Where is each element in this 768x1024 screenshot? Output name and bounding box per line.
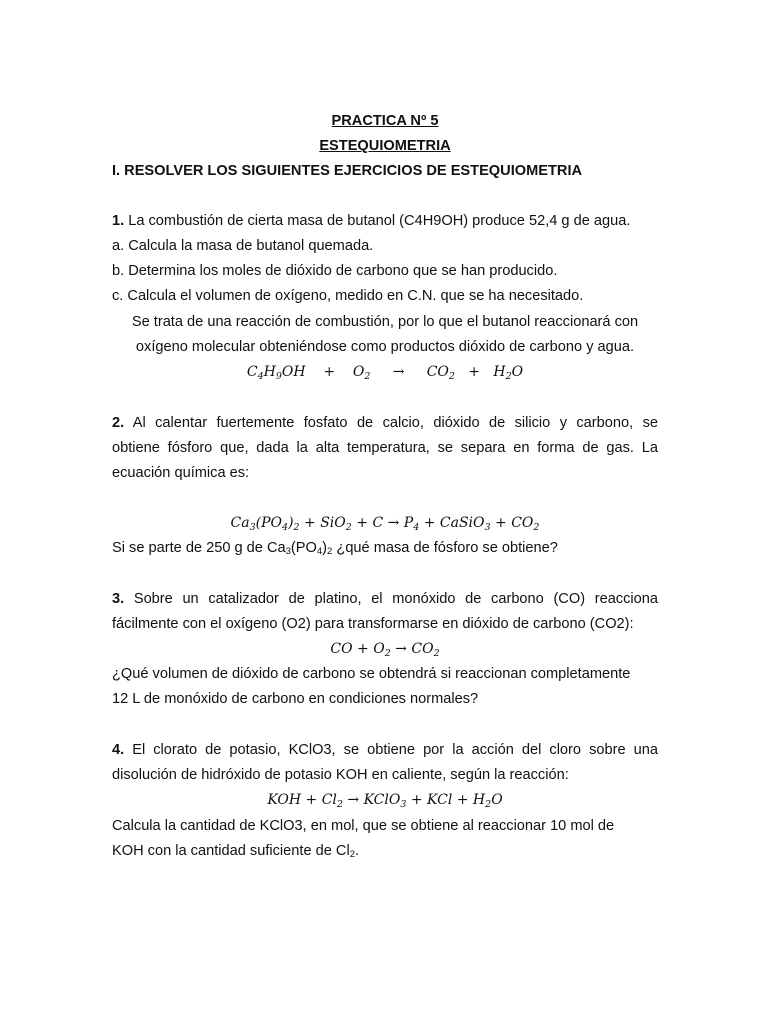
exercise-1-number: 1. [112, 213, 125, 229]
exercise-1-part-a: a. Calcula la masa de butanol quemada. [112, 238, 374, 254]
exercise-4-number: 4. [112, 742, 125, 758]
exercise-1-statement [112, 212, 658, 230]
exercise-4-line-4: KOH con la cantidad suficiente de $Cl_2$. [112, 843, 360, 860]
exercise-3-line-2: fácilmente con el oxígeno (O2) para transformarse en dióxido de carbono (CO2): [112, 616, 634, 632]
exercise-4-line-1: 4. El clorato de potasio, KClO3, se obtiene por la acción del cloro sobre una [112, 742, 658, 758]
exercise-1-equation: $C_4H_9OH$ + $O_2$ → $CO_2 + H_2O$ [246, 364, 524, 382]
exercise-3-equation: CO + $O_2 \to CO_2$ [330, 641, 440, 659]
exercise-2-question: Si se parte de 250 g de $Ca_3(PO_4)_2$ ¿qué masa de fósforo se obtiene? [112, 540, 558, 557]
exercise-4-equation: KOH + $Cl_2$ → KClO$_3$ + KCl + $H_2O$ [267, 792, 503, 810]
exercise-1-part-b: b. Determina los moles de dióxido de carbono que se han producido. [112, 263, 558, 279]
exercise-1-part-c: c. Calcula el volumen de oxígeno, medido en C.N. que se ha necesitado. [112, 288, 584, 304]
exercise-2-line-2: obtiene fósforo que, dada la alta temperatura, se separa en forma de gas. La [112, 440, 658, 456]
exercise-3-line-1: 3. Sobre un catalizador de platino, el monóxido de carbono (CO) reacciona [112, 591, 658, 607]
exercise-2-number: 2. [112, 415, 125, 431]
exercise-4-line-2: disolución de hidróxido de potasio KOH en caliente, según la reacción: [112, 767, 569, 783]
section-heading: I. RESOLVER LOS SIGUIENTES EJERCICIOS DE ESTEQUIOMETRIA [112, 163, 583, 179]
exercise-2-equation: $Ca_3(PO_4)_2 + SiO_2 + C \to P_4$ + CaSiO$_3$ + $CO_2$ [230, 515, 540, 533]
exercise-2-line-1: 2. Al calentar fuertemente fosfato de calcio, dióxido de silicio y carbono, se [112, 415, 658, 431]
exercise-1-text: La combustión de cierta masa de butanol (C4H9OH) produce 52,4 g de agua. [124, 213, 631, 229]
exercise-4-line-3: Calcula la cantidad de KClO3, en mol, que se obtiene al reaccionar 10 mol de [112, 818, 615, 834]
exercise-2-line-3: ecuación química es: [112, 465, 250, 481]
exercise-1-note-line-1: Se trata de una reacción de combustión, por lo que el butanol reaccionará con [131, 314, 639, 330]
doc-subtitle: ESTEQUIOMETRIA [319, 138, 451, 154]
exercise-3-line-4: 12 L de monóxido de carbono en condiciones normales? [112, 691, 479, 707]
exercise-3-number: 3. [112, 591, 125, 607]
exercise-1-note-line-2: oxígeno molecular obteniéndose como productos dióxido de carbono y agua. [135, 339, 635, 355]
exercise-3-line-3: ¿Qué volumen de dióxido de carbono se obtendrá si reaccionan completamente [112, 666, 631, 682]
doc-title: PRACTICA Nº 5 [331, 113, 439, 129]
